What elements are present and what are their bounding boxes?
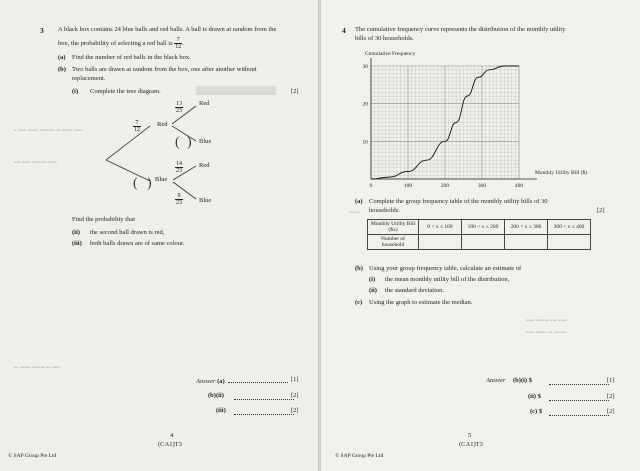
- part-label: (i): [72, 88, 79, 95]
- answer-part-label: (b)(i) $: [513, 377, 532, 384]
- table-header-cell: 300 < x ≤ 400: [548, 220, 591, 235]
- table-cell-input[interactable]: [548, 235, 591, 250]
- table-cell-input[interactable]: [505, 235, 548, 250]
- part-label: (ii): [72, 229, 80, 236]
- y-tick-label: 10: [362, 139, 368, 146]
- question-number: 4: [342, 26, 346, 35]
- data-point: [389, 177, 390, 178]
- intro-text: box, the probability of selecting a red ball is: [58, 39, 173, 47]
- table-row: [368, 220, 591, 235]
- data-point: [426, 160, 427, 161]
- y-tick-label: 30: [362, 64, 368, 70]
- part-b-text-line2: replacement.: [72, 75, 106, 82]
- publisher-credit: © SAP Group Pte Ltd: [8, 453, 57, 459]
- x-tick-label: 400: [514, 183, 524, 189]
- y-axis-label: Cumulative Frequency: [365, 51, 416, 57]
- question-intro-line2: bills of 30 households.: [355, 35, 414, 42]
- part-label: (a): [58, 54, 66, 61]
- answer-blank[interactable]: [234, 393, 294, 400]
- part-label: (b): [355, 265, 363, 272]
- part-label: (ii): [369, 287, 377, 294]
- tree-branch: [106, 126, 150, 160]
- blank-bracket-left: (: [133, 176, 138, 191]
- data-point: [445, 141, 446, 142]
- part-label: (c): [355, 299, 363, 306]
- fraction-denominator: 23: [176, 107, 182, 114]
- marks: [2]: [607, 408, 615, 415]
- marks: [1]: [607, 377, 615, 384]
- data-point: [408, 171, 409, 172]
- part-b-text-line1: Two balls are drawn at random from the box, one after another without: [72, 66, 257, 73]
- part-b-text: Using your group frequency table, calculate an estimate of: [369, 265, 522, 272]
- bb-fraction: [175, 190, 183, 208]
- marks: [2]: [597, 207, 605, 214]
- x-tick-label: 200: [440, 183, 450, 189]
- bleed-through-text: ▪▪ ▪▪▪▪▪ ▪▪▪▪▪▪ ▪▪ ▪▪▪▪: [14, 365, 61, 371]
- y-tick-label: 20: [362, 101, 368, 108]
- answer-part-label: (c) $: [530, 408, 543, 415]
- bleed-through-text: ▪ ▪▪▪▪ ▪▪▪▪▪ ▪▪▪▪▪▪▪ ▪▪ ▪▪▪▪▪ ▪▪▪▪: [14, 128, 83, 134]
- blank-bracket-left: (: [175, 135, 180, 150]
- right-page: [321, 0, 640, 471]
- tree-diagram: [0, 0, 318, 230]
- table-header-cell: 100 < x ≤ 200: [462, 220, 505, 235]
- tree-branch: [106, 160, 150, 181]
- part-a-text-line1: Complete the group frequency table of the monthly utility bills of 30: [369, 198, 548, 205]
- part-bi-text: the mean monthly utility bill of the distribution,: [385, 276, 510, 283]
- data-point: [467, 96, 468, 97]
- tree-node-blue: Blue: [155, 176, 168, 183]
- fraction-denominator: 12: [134, 126, 140, 133]
- fraction-numerator: 9: [175, 193, 183, 200]
- answer-part-label: (iii): [216, 407, 226, 414]
- data-point: [371, 179, 372, 180]
- left-page: [0, 0, 318, 471]
- table-row: [368, 235, 591, 250]
- fraction-numerator: 7: [133, 120, 141, 127]
- marks: [2]: [607, 393, 615, 400]
- fraction-denominator: 23: [176, 167, 182, 174]
- question-intro-line1: A black box contains 24 blue balls and red balls. A ball is drawn at random from the: [58, 26, 277, 33]
- data-point: [478, 77, 479, 78]
- tree-node-blue: Blue: [199, 197, 212, 204]
- bleed-through-text: ▪▪▪ ▪▪▪▪ ▪▪▪▪▪▪▪ ▪▪▪▪: [14, 160, 57, 166]
- answer-part-label: (b)(ii): [208, 392, 224, 399]
- table-header-cell: 200 < x ≤ 300: [505, 220, 548, 235]
- part-label: (i): [369, 276, 376, 283]
- table-header-cell: Monthly Utility Bill ($x): [368, 220, 419, 235]
- fraction-numerator: 13: [176, 100, 182, 107]
- x-tick-label: 0: [369, 183, 373, 189]
- answer-blank[interactable]: [228, 376, 288, 383]
- part-a-text-line2: households.: [369, 207, 400, 214]
- part-label: (a): [355, 198, 363, 205]
- fraction-numerator: 7: [174, 37, 182, 44]
- part-bii-text: the standard deviation.: [385, 287, 445, 294]
- answer-part-label: (a): [217, 378, 225, 385]
- data-point: [456, 122, 457, 123]
- data-point: [504, 66, 505, 67]
- rr-fraction: [175, 98, 183, 116]
- fraction-denominator: 12: [175, 44, 182, 50]
- x-axis-label: Monthly Utility Bill ($): [535, 170, 588, 176]
- table-cell-input[interactable]: [462, 235, 505, 250]
- part-bii-text: the second ball drawn is red,: [90, 229, 165, 236]
- bleed-through-text: ▪▪▪▪ ▪▪▪▪▪ ▪▪ ▪▪▪▪▪▪: [526, 330, 567, 336]
- answer-label: Answer: [486, 377, 506, 384]
- publisher-credit: © SAP Group Pte Ltd: [335, 453, 384, 459]
- marks: [2]: [291, 88, 299, 95]
- part-a-text: Find the number of red balls in the black box.: [72, 54, 191, 61]
- blank-bracket-right: ): [147, 176, 152, 191]
- bleed-through-text: ▪▪▪▪ ▪▪▪▪▪▪ ▪▪▪ ▪▪▪▪: [526, 318, 567, 324]
- question-intro-line2: box, the probability of selecting a red ball is $\frac{7}{12}$ .: [58, 37, 184, 50]
- marks: [1]: [291, 376, 299, 383]
- br-fraction: [175, 158, 183, 176]
- answer-blank[interactable]: [549, 378, 609, 385]
- bleed-through-text: ▪▪▪▪▪: [349, 210, 360, 216]
- table-header-cell: 0 < x ≤ 100: [419, 220, 462, 235]
- page-code: (CA1)T3: [158, 441, 182, 448]
- blank-bracket-right: ): [187, 135, 192, 150]
- question-intro-line1: The cumulative frequency curve represents the distribution of the monthly utility: [355, 26, 566, 33]
- part-c-text: Using the graph to estimate the median.: [369, 299, 473, 306]
- answer-blank[interactable]: [234, 408, 294, 415]
- part-bi-text: Complete the tree diagram.: [90, 88, 161, 95]
- marks: [2]: [291, 392, 299, 399]
- page-code: (CA1)T3: [459, 441, 483, 448]
- data-point: [489, 69, 490, 70]
- answer-part-label: (ii) $: [528, 393, 541, 400]
- tree-node-blue: Blue: [199, 138, 212, 145]
- tree-node-red: Red: [199, 100, 210, 107]
- answer-label: Answer: [196, 378, 216, 385]
- table-cell-input[interactable]: [419, 235, 462, 250]
- answer-row-a: [196, 376, 290, 386]
- question-number: 3: [40, 26, 44, 35]
- part-label: (b): [58, 66, 66, 73]
- answer-blank[interactable]: [549, 394, 609, 401]
- page-number: 5: [468, 432, 472, 439]
- marks: [2]: [291, 407, 299, 414]
- part-biii-text: both balls drawn are of same colour.: [90, 240, 185, 247]
- fraction-numerator: 14: [176, 160, 182, 167]
- frequency-table: [367, 219, 591, 250]
- part-label: (iii): [72, 240, 82, 247]
- data-point: [519, 66, 520, 67]
- answer-blank[interactable]: [549, 409, 609, 416]
- page-number: 4: [170, 432, 174, 439]
- tree-node-red: Red: [157, 121, 168, 128]
- fraction-denominator: 23: [176, 199, 182, 206]
- table-row-label: Number of household: [368, 235, 419, 250]
- first-red-fraction: [133, 117, 141, 135]
- tree-node-red: Red: [199, 162, 210, 169]
- find-probability-text: Find the probability that: [72, 216, 136, 223]
- cumulative-frequency-chart: [321, 44, 621, 194]
- x-tick-label: 100: [403, 183, 413, 189]
- x-tick-label: 300: [477, 183, 487, 189]
